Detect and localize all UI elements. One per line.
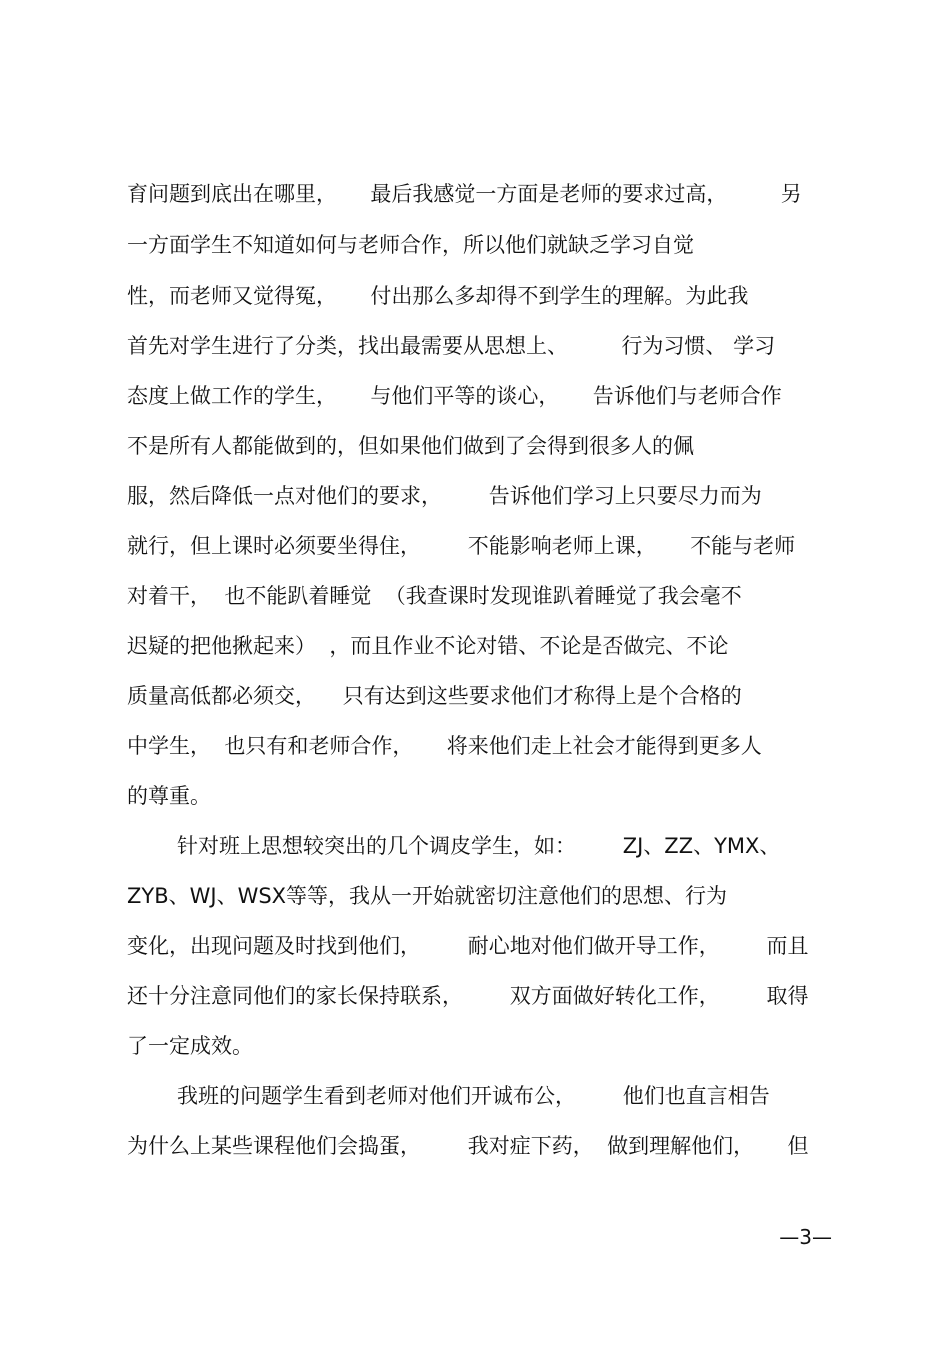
- paragraph-first-line: 针对班上思想较突出的几个调皮学生，如： ZJ、ZZ、YMX、: [177, 834, 781, 858]
- text-line: 了一定成效。: [127, 1034, 253, 1058]
- text-line: 的尊重。: [127, 784, 211, 808]
- text-line: 变化，出现问题及时找到他们， 耐心地对他们做开导工作， 而且: [127, 934, 809, 958]
- text-line: 服，然后降低一点对他们的要求， 告诉他们学习上只要尽力而为: [127, 484, 762, 508]
- text-line: 态度上做工作的学生， 与他们平等的谈心， 告诉他们与老师合作: [127, 384, 782, 408]
- text-line: 首先对学生进行了分类，找出最需要从思想上、 行为习惯、 学习: [127, 334, 776, 358]
- text-line: 对着干， 也不能趴着睡觉 （我查课时发现谁趴着睡觉了我会毫不: [127, 584, 742, 608]
- text-line: 迟疑的把他揪起来） ，而且作业不论对错、不论是否做完、不论: [127, 634, 729, 658]
- text-line: 还十分注意同他们的家长保持联系， 双方面做好转化工作， 取得: [127, 984, 809, 1008]
- text-line: 为什么上某些课程他们会捣蛋， 我对症下药， 做到理解他们， 但: [127, 1134, 809, 1158]
- text-line: 一方面学生不知道如何与老师合作，所以他们就缺乏学习自觉: [127, 233, 694, 257]
- text-line: 中学生， 也只有和老师合作， 将来他们走上社会才能得到更多人: [127, 734, 762, 758]
- text-line: 育问题到底出在哪里， 最后我感觉一方面是老师的要求过高， 另: [127, 182, 802, 206]
- text-line: 质量高低都必须交， 只有达到这些要求他们才称得上是个合格的: [127, 684, 742, 708]
- text-line: ZYB、WJ、WSX等等，我从一开始就密切注意他们的思想、行为: [127, 884, 728, 908]
- page-number: —3—: [779, 1225, 832, 1249]
- text-line: 不是所有人都能做到的，但如果他们做到了会得到很多人的佩: [127, 434, 694, 458]
- text-line: 就行，但上课时必须要坐得住， 不能影响老师上课， 不能与老师: [127, 534, 796, 558]
- text-line: 性，而老师又觉得冤， 付出那么多却得不到学生的理解。为此我: [127, 284, 749, 308]
- paragraph-first-line: 我班的问题学生看到老师对他们开诚布公， 他们也直言相告: [177, 1084, 770, 1108]
